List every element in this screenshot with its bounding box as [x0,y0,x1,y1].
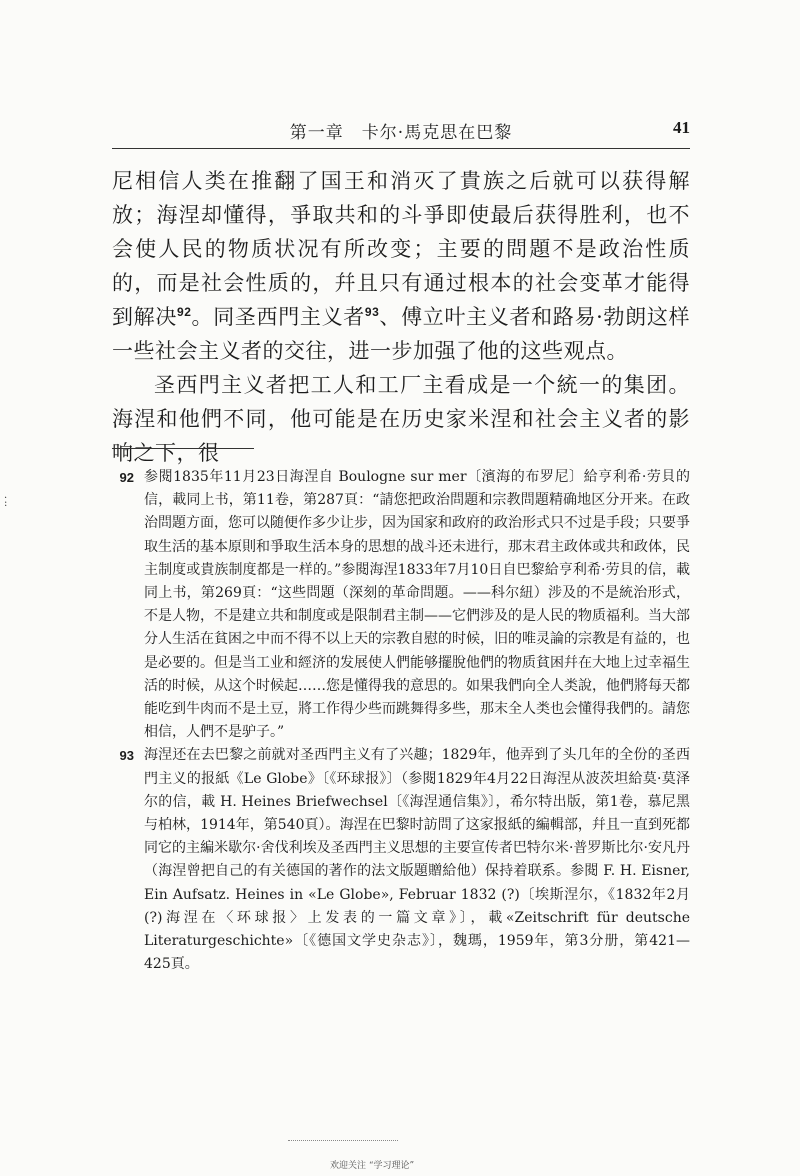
header-rule [112,148,690,149]
running-head [112,118,690,142]
footnote-number: 93 [119,748,134,764]
paragraph-1-part-c: 、傅立叶主义者和路易·勃朗这样一些社会主义者的交往，进一步加强了他的这些观点。 [112,305,690,363]
footnote-text: 参閱1835年11月23日海涅自 Boulogne sur mer〔濱海的布罗尼〕給亨利希·劳貝的信，載同上书，第11卷，第287頁：“請您把政治問題和宗教問題精确地区分开来。在政治問題方面，您可以随便作多少让步，因为国家和政府的政治形式只不过是手段；只要爭取生活的基本原則和爭取生活本身的思想的战斗还未进行，那末君主政体或共和政体，民主制度或貴族制度都是一样的。”参閱海涅1833年7月10日自巴黎給亨利希·劳貝的信，載同上书，第269頁：“这些問題（深刻的革命問題。——科尔紐）涉及的不是統治形式，不是人物，不是建立共和制度或是限制君主制——它們涉及的是人民的物质福利。当大部分人生活在貧困之中而不得不以上天的宗教自慰的时候，旧的唯灵論的宗教是有益的，也是必要的。但是当工业和經济的发展使人們能够擺脫他們的物质貧困幷在大地上过幸福生活的时候，从这个时候起……您是懂得我的意思的。如果我們向全人类說，他們將每天都能吃到牛肉而不是土豆，將工作得少些而跳舞得多些，那末全人类也会懂得我們的。請您相信，人們不是驴子。” [144,469,690,741]
footnote-text: 海涅还在去巴黎之前就对圣西門主义有了兴趣；1829年，他弄到了头几年的全份的圣西門主义的报紙《Le Globe》〔《环球报》〕（参閱1829年4月22日海涅从波茨坦給莫·莫泽尔的信，載 H. Heines Briefwechsel〔《海涅通信集》〕，希尔特出版，第1卷，慕尼黑与柏林，1914年，第540頁）。海涅在巴黎时訪問了这家报紙的編輯部，幷且一直到死都同它的主編米歇尔·舍伐利埃及圣西門主义思想的主要宣传者巴特尔米·普罗斯比尔·安凡丹（海涅曾把自己的有关德国的著作的法文版題贈給他）保持着联系。参閱 F. H. Eisner, Ein Aufsatz. Heines in «Le Globe», Februar 1832 (?)〔埃斯涅尔，《1832年2月(?)海涅在〈环球报〉上发表的一篇文章》〕，載«Zeitschrift für deutsche Literaturgeschichte»〔《德国文学史杂志》〕，魏瑪，1959年，第3分册，第421—425頁。 [144,747,690,973]
footnote-93 [112,744,690,976]
footnotes [112,466,690,976]
footnote-separator [112,448,254,449]
paragraph-1 [112,164,690,368]
scan-stamp: 欢迎关注 “学习理论” [330,1161,415,1171]
footnote-number: 92 [119,470,134,485]
chapter-title: 第一章 卡尔·馬克思在巴黎 [289,123,513,143]
footnote-ref-92: 92 [177,305,192,319]
margin-marks: . : [4,490,8,509]
scan-dotted-line [288,1140,398,1141]
body-text [112,164,690,470]
paragraph-1-part-a: 尼相信人类在推翻了国王和消灭了貴族之后就可以获得解放；海涅却懂得，爭取共和的斗爭即使最后获得胜利，也不会使人民的物质状况有所改变；主要的問題不是政治性质的，而是社会性质的，幷且只有通过根本的社会变革才能得到解决 [112,169,690,329]
footnote-92 [112,466,690,744]
paragraph-1-part-b: 。同圣西門主义者 [191,305,365,329]
page-number: 41 [673,118,690,137]
paragraph-2: 圣西門主义者把工人和工厂主看成是一个統一的集团。海涅和他們不同，他可能是在历史家米涅和社会主义者的影响之下，很 [112,373,690,465]
footnote-ref-93: 93 [364,305,380,319]
